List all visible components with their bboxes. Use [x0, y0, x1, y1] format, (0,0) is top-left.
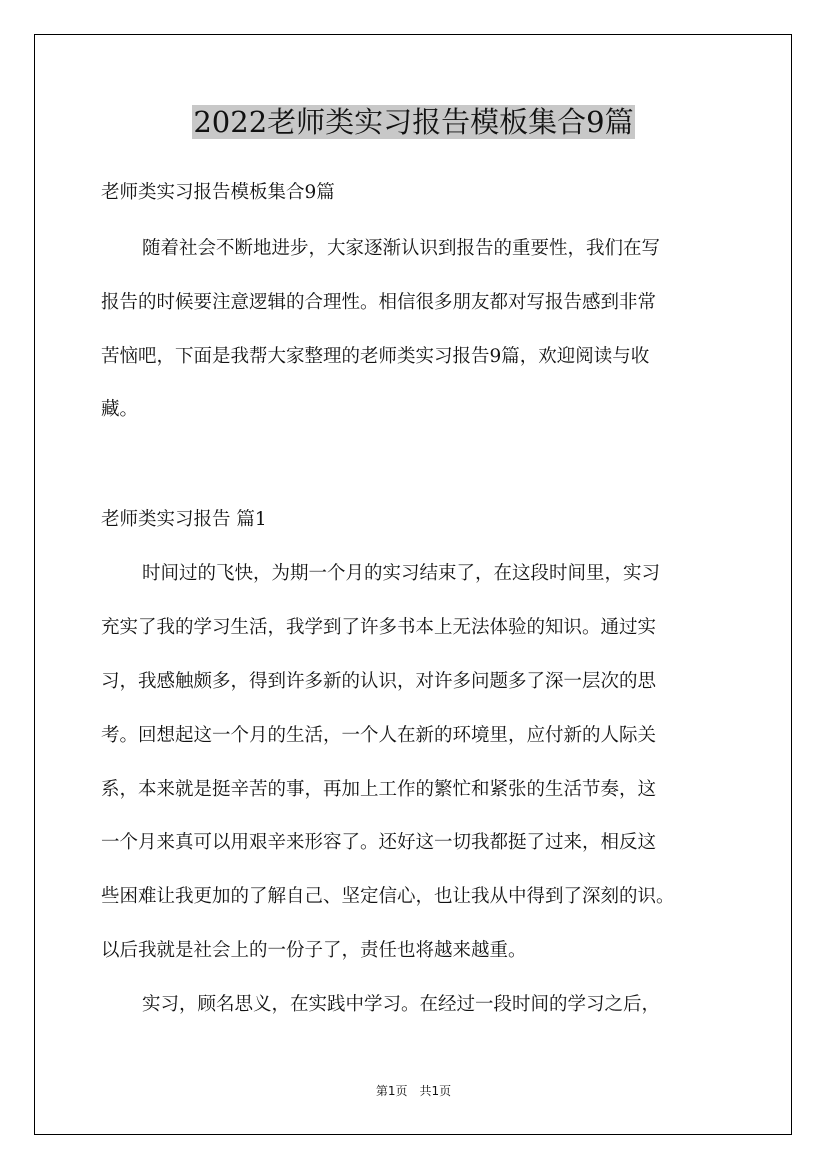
- document-subtitle: 老师类实习报告模板集合9篇: [101, 182, 335, 203]
- page-total: 共1页: [419, 1084, 452, 1098]
- body-line-9: 实习，顾名思义，在实践中学习。在经过一段时间的学习之后，: [142, 994, 661, 1015]
- document-title-text: 2022老师类实习报告模板集合9篇: [193, 105, 634, 139]
- body-line-6: 一个月来真可以用艰辛来形容了。还好这一切我都挺了过来，相反这: [101, 832, 657, 853]
- body-line-2: 充实了我的学习生活，我学到了许多书本上无法体验的知识。通过实: [101, 617, 657, 638]
- body-line-3: 习，我感触颇多，得到许多新的认识，对许多问题多了深一层次的思: [101, 671, 657, 692]
- section-heading: 老师类实习报告 篇1: [101, 509, 267, 530]
- body-line-8: 以后我就是社会上的一份子了，责任也将越来越重。: [101, 940, 527, 961]
- intro-line-2: 报告的时候要注意逻辑的合理性。相信很多朋友都对写报告感到非常: [101, 292, 657, 313]
- document-title: [0, 102, 827, 142]
- intro-line-3: 苦恼吧，下面是我帮大家整理的老师类实习报告9篇，欢迎阅读与收: [101, 346, 650, 367]
- body-line-1: 时间过的飞快，为期一个月的实习结束了，在这段时间里，实习: [142, 563, 661, 584]
- body-line-4: 考。回想起这一个月的生活，一个人在新的环境里，应付新的人际关: [101, 725, 657, 746]
- intro-line-4: 藏。: [101, 399, 139, 420]
- body-line-5: 系，本来就是挺辛苦的事，再加上工作的繁忙和紧张的生活节奏，这: [101, 779, 657, 800]
- body-line-7: 些困难让我更加的了解自己、坚定信心，也让我从中得到了深刻的识。: [101, 886, 675, 907]
- page-footer: [0, 1083, 827, 1099]
- page-number: 第1页: [375, 1084, 408, 1098]
- intro-line-1: 随着社会不断地进步，大家逐渐认识到报告的重要性，我们在写: [142, 238, 661, 259]
